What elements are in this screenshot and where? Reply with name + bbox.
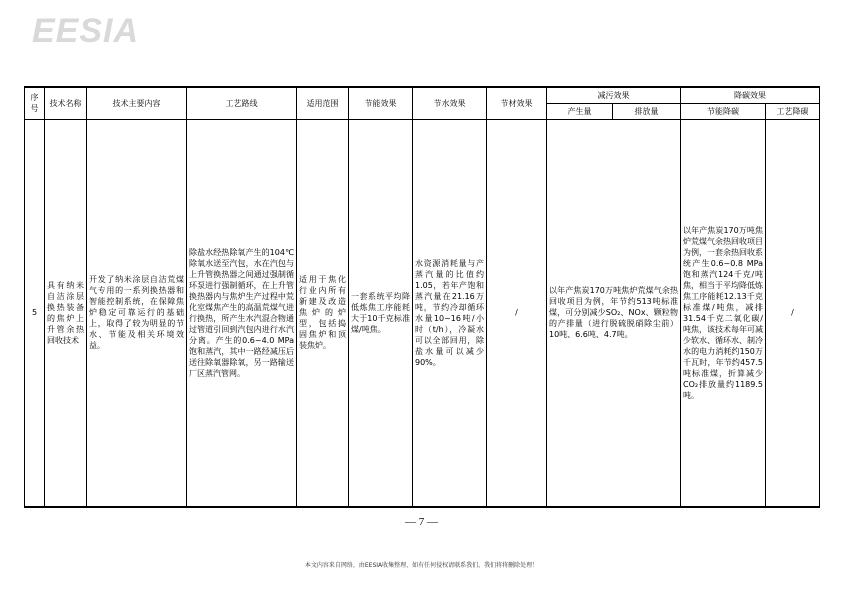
header-pollution-emit: 排放量 [613,103,681,119]
cell-carbon-energy: 以年产焦炭170万吨焦炉荒煤气余热回收项目为例，一套余热回收系统产生0.6~0.8 MPa饱和蒸汽124千克/吨焦，相当于平均降低炼焦工序能耗12.13千克标准煤/吨焦，减排31.54千克二氧化碳/吨焦，该技术每年可减少软水、循环水、制冷水的电力消耗约150万千瓦时，年节约457.5吨标准煤，折算减少CO₂排放量约1189.5吨。 [681,119,766,507]
header-pollution: 减污效果 [547,87,681,103]
cell-material: / [487,119,547,507]
cell-carbon-process: / [766,119,820,507]
cell-seq: 5 [25,119,45,507]
cell-content: 开发了纳米涂层自洁荒煤气专用的一系列换热器和智能控制系统，在保障焦炉稳定可靠运行的基础上，取得了较为明显的节水、节能及相关环境效益。 [87,119,187,507]
header-pollution-produce: 产生量 [547,103,613,119]
header-carbon: 降碳效果 [681,87,820,103]
eesia-logo: EESIA [32,12,140,50]
header-carbon-process: 工艺降碳 [766,103,820,119]
cell-scope: 适用于焦化行业内所有新建及改造焦炉的炉型，包括捣固焦炉和顶装焦炉。 [297,119,349,507]
page-number: — 7 — [405,516,438,528]
cell-energy: 一套系统平均降低炼焦工序能耗大于10千克标准煤/吨焦。 [349,119,413,507]
cell-tech-name: 具有纳米自洁涂层换热装备的焦炉上升管余热回收技术 [45,119,87,507]
cell-pollution: 以年产焦炭170万吨焦炉荒煤气余热回收项目为例，年节约513吨标准煤，可分别减少SO₂、NOx、颗粒物的产排量（进行脱硫脱硝除尘前）10吨、6.6吨、4.7吨。 [547,119,681,507]
footer-disclaimer: 本文内容来自网络，由EESIA收集整理，如有任何侵权请联系我们，我们将将删除处理！ [304,562,539,569]
header-tech-name: 技术名称 [45,87,87,119]
header-water: 节水效果 [413,87,487,119]
header-material: 节材效果 [487,87,547,119]
technology-table [24,86,820,508]
header-energy: 节能效果 [349,87,413,119]
header-content: 技术主要内容 [87,87,187,119]
cell-water: 水资源消耗量与产蒸汽量的比值约1.05，若年产饱和蒸汽量在21.16万吨，节约冷却循环水量10~16吨/小时（t/h），冷凝水可以全部回用，除盐水量可以减少90%。 [413,119,487,507]
header-route: 工艺路线 [187,87,297,119]
header-seq: 序号 [25,87,45,119]
header-scope: 适用范围 [297,87,349,119]
cell-route: 除盐水经热除氧产生的104℃除氧水送至汽包，水在汽包与上升管换热器之间通过强制循环泵进行强制循环，在上升管换热器内与焦炉生产过程中荒化室煤焦产生的高温荒煤气进行换热，所产生水汽混合物通过管道引回到汽包内进行水汽分离。产生的0.6~4.0 MPa饱和蒸汽，其中一路经减压后送往除氧器除氧，另一路输送厂区蒸汽管网。 [187,119,297,507]
header-carbon-energy: 节能降碳 [681,103,766,119]
